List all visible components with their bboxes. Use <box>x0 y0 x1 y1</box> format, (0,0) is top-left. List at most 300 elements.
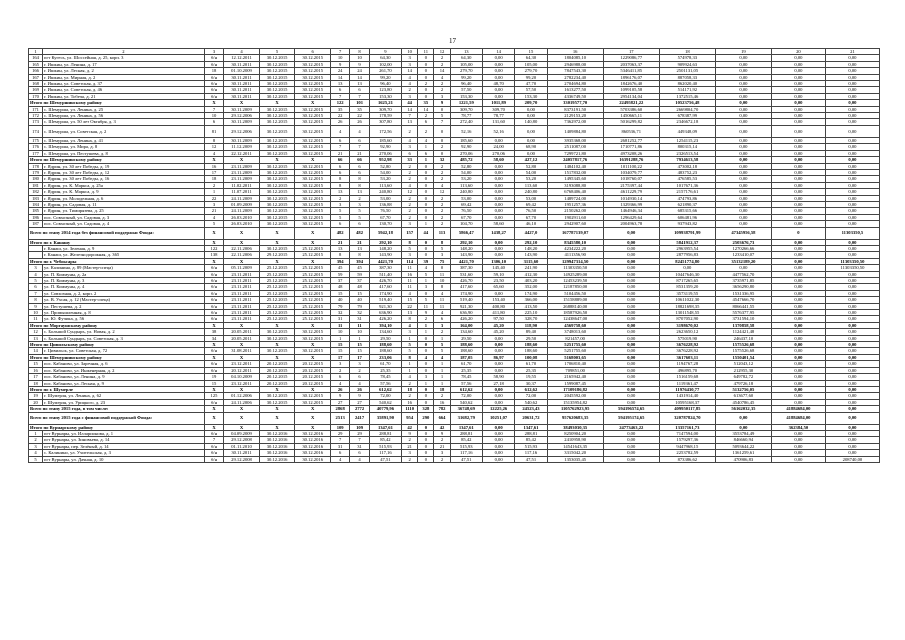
table-cell: 7362972,00 <box>547 119 603 125</box>
table-cell: 188,60 <box>450 342 482 348</box>
table-cell: 1347,61 <box>369 424 401 430</box>
table-cell: 7 <box>330 93 349 99</box>
table-cell: 25.12.2015 <box>295 303 331 309</box>
register-table <box>28 48 880 463</box>
table-cell: 18 <box>204 68 223 74</box>
table-cell: 2175397,44 <box>603 182 659 188</box>
table-cell: 36748,69 <box>450 406 482 412</box>
table-cell: 30.12.2015 <box>295 81 331 87</box>
table-cell: 0,00 <box>603 303 659 309</box>
table-cell: 65,60 <box>482 284 514 290</box>
table-cell: 1011,89 <box>482 100 514 106</box>
table-cell: 30.12.2015 <box>295 195 331 201</box>
table-cell: 92,90 <box>369 144 401 150</box>
table-cell: 1516159,68 <box>659 374 715 380</box>
table-cell: 5 <box>402 342 418 348</box>
table-cell: 394 <box>350 258 369 264</box>
table-cell: 52,80 <box>369 163 401 169</box>
table-cell: 174,90 <box>515 290 547 296</box>
table-cell: 233,06 <box>369 354 401 360</box>
table-cell: 921,30 <box>450 303 482 309</box>
table-cell: 1450665,11 <box>603 113 659 119</box>
table-cell: 8 <box>29 297 43 303</box>
table-cell: 209,70 <box>515 100 547 106</box>
table-cell: 52,16 <box>450 125 482 137</box>
table-cell: 0,00 <box>825 329 879 335</box>
table-cell: 2 <box>434 393 450 399</box>
table-cell: 6 <box>350 450 369 456</box>
table-cell: 0,00 <box>715 74 771 80</box>
table-cell: 0,00 <box>482 182 514 188</box>
table-cell: 0,00 <box>825 443 879 449</box>
table-cell: 0,00 <box>715 125 771 137</box>
table-cell: 23.11.2011 <box>224 310 260 316</box>
table-cell: 143,90 <box>515 252 547 258</box>
table-cell: 31 <box>350 316 369 322</box>
table-cell: 11 <box>330 322 349 328</box>
table-cell: 0 <box>418 182 434 188</box>
table-cell: 0,00 <box>825 252 879 258</box>
table-cell: 0,00 <box>715 55 771 61</box>
table-cell: 0 <box>418 335 434 341</box>
table-cell: 13 <box>350 81 369 87</box>
table-cell: 0,00 <box>715 265 771 271</box>
table-cell: 0,00 <box>771 157 825 163</box>
table-cell: 9 <box>434 430 450 436</box>
table-cell: 3 <box>350 201 369 207</box>
address-cell: пос. Кабаново, ул. Заречная, д. 6 <box>43 361 205 367</box>
table-cell: 148,20 <box>369 245 401 251</box>
table-cell: 4 <box>434 310 450 316</box>
table-cell: 30.12.2015 <box>295 144 331 150</box>
table-cell: 0,00 <box>482 163 514 169</box>
table-cell: 0,00 <box>603 443 659 449</box>
table-cell: 2 <box>402 393 418 399</box>
table-cell: 40 <box>350 297 369 303</box>
table-cell: 18 <box>29 380 43 386</box>
table-cell: 594195174,65 <box>603 412 659 424</box>
table-cell: 30.12.2015 <box>295 329 331 335</box>
table-cell: 52,80 <box>515 163 547 169</box>
table-cell: 0,00 <box>603 456 659 462</box>
table-cell: 413,50 <box>515 303 547 309</box>
table-cell: X <box>259 157 295 163</box>
table-cell: 0,00 <box>482 393 514 399</box>
table-cell: 0 <box>434 265 450 271</box>
table-cell: 23.12.2011 <box>224 380 260 386</box>
table-cell: 9 <box>418 310 434 316</box>
table-cell: 30.12.2015 <box>295 182 331 188</box>
table-cell: X <box>259 227 295 239</box>
table-cell: 30.12.2015 <box>295 201 331 207</box>
table-cell: 6 <box>350 374 369 380</box>
address-cell: г. Ишкин, ул. Мирная, д. 2 <box>43 74 205 80</box>
table-cell: 18 <box>402 386 418 392</box>
table-cell: 30,37 <box>515 380 547 386</box>
table-cell: 23.12.2011 <box>224 361 260 367</box>
table-cell: 3198670,02 <box>659 322 715 328</box>
table-cell: 30.12.2015 <box>259 245 295 251</box>
table-cell: 952,98 <box>369 157 401 163</box>
table-cell: 2 <box>434 437 450 443</box>
table-cell: 25.12.2015 <box>259 310 295 316</box>
table-cell: 30.12.2015 <box>295 393 331 399</box>
table-cell: 0,00 <box>482 93 514 99</box>
table-cell: 4 <box>418 354 434 360</box>
table-cell: 1306,10 <box>482 258 514 264</box>
table-cell: 309,70 <box>450 106 482 112</box>
table-cell: 30.12.2015 <box>259 393 295 399</box>
column-number-cell: 16 <box>547 49 603 55</box>
table-cell: 309,70 <box>482 106 514 112</box>
address-cell: г. Цивильск, ул. Советская, д. 72 <box>43 348 205 354</box>
table-cell: 3573119,55 <box>659 290 715 296</box>
table-cell: 515,93 <box>450 443 482 449</box>
table-cell: 14 <box>402 106 418 112</box>
table-cell: 24.11.2009 <box>224 208 260 214</box>
table-cell: 678387,99 <box>659 113 715 119</box>
table-cell: 30.12.2015 <box>295 169 331 175</box>
table-cell: 1 <box>418 329 434 335</box>
column-number-cell: 3 <box>204 49 223 55</box>
table-cell: 0,00 <box>482 443 514 449</box>
table-cell: 18 <box>204 176 223 182</box>
table-cell: 0 <box>418 93 434 99</box>
table-cell: X <box>295 100 331 106</box>
address-cell: г. Ишкин, ул. Советская, д. 37 <box>43 81 205 87</box>
table-cell: 58,60 <box>482 221 514 227</box>
table-cell: 6 <box>350 87 369 93</box>
table-cell: 1489724,00 <box>547 195 603 201</box>
table-cell: 2954134,04 <box>603 93 659 99</box>
table-cell: 515,93 <box>369 443 401 449</box>
table-cell: 12225,26 <box>482 406 514 412</box>
table-cell: 8066441,55 <box>715 303 771 309</box>
table-cell: 11 <box>418 303 434 309</box>
table-cell: X <box>295 227 331 239</box>
table-cell: 1431914,40 <box>659 393 715 399</box>
table-cell: 2 <box>29 437 43 443</box>
table-cell: 519,40 <box>450 297 482 303</box>
table-cell: 181 <box>29 182 43 188</box>
table-cell: 30.12.2015 <box>259 399 295 405</box>
table-cell: 7 <box>204 437 223 443</box>
table-cell: 0,00 <box>825 221 879 227</box>
table-cell: 309,70 <box>369 106 401 112</box>
table-cell: 185 <box>29 208 43 214</box>
table-cell: 387,30 <box>450 265 482 271</box>
table-cell: 470906,83 <box>715 456 771 462</box>
address-cell: с. Большой Сундырь, ул. Советская, д. 3 <box>43 335 205 341</box>
table-cell: 22 <box>204 195 223 201</box>
table-cell: 47,51 <box>369 456 401 462</box>
address-cell: пгт Кугесь, ул. Шоссейная, д. 25, корп. 3 <box>43 55 205 61</box>
table-cell: 0 <box>418 252 434 258</box>
table-cell: 328,70 <box>515 316 547 322</box>
table-cell: 0 <box>434 150 450 156</box>
table-cell: 15 <box>330 342 349 348</box>
table-cell: 5251755,60 <box>547 348 603 354</box>
table-cell: 709851,00 <box>547 367 603 373</box>
table-cell: 164,00 <box>450 322 482 328</box>
table-cell: 31 <box>350 443 369 449</box>
table-cell: 0,00 <box>603 348 659 354</box>
table-cell: 0,00 <box>515 113 547 119</box>
table-cell: 04.10.2009 <box>224 374 260 380</box>
table-cell: 2 <box>434 221 450 227</box>
table-cell: 1018760,07 <box>603 176 659 182</box>
table-cell: 6 <box>330 450 349 456</box>
table-cell: 0,00 <box>771 113 825 119</box>
table-cell: 29 <box>330 430 349 436</box>
table-cell: 2681252,77 <box>603 137 659 143</box>
table-cell: 14541643,35 <box>547 443 603 449</box>
table-cell: 0 <box>418 430 434 436</box>
table-cell: 30.12.2015 <box>259 74 295 80</box>
table-cell: 2669804,70 <box>659 106 715 112</box>
table-cell: 76,50 <box>450 208 482 214</box>
address-cell: пос. Кабаново, ул. Инженерная, д. 2 <box>43 367 205 373</box>
table-cell: 20.12.2015 <box>295 380 331 386</box>
table-cell: 320787824,70 <box>659 412 715 424</box>
table-cell: 0,00 <box>482 214 514 220</box>
table-cell: 39 <box>418 258 434 264</box>
address-cell: пос. Кабаново, ул. Лесная, д. 9 <box>43 380 205 386</box>
table-cell: 0,00 <box>515 106 547 112</box>
table-cell: 79 <box>350 303 369 309</box>
table-cell: 174,90 <box>369 290 401 296</box>
table-cell: 187 <box>29 221 43 227</box>
table-cell: 170 <box>29 93 43 99</box>
table-cell: 0,00 <box>771 81 825 87</box>
table-cell: 2704694,80 <box>547 81 603 87</box>
table-cell: 53,00 <box>369 195 401 201</box>
table-cell: 6 <box>350 221 369 227</box>
table-cell: 10 <box>330 55 349 61</box>
table-cell: 0,00 <box>825 137 879 143</box>
table-cell: 0 <box>771 227 825 239</box>
table-cell: 188,60 <box>369 342 401 348</box>
table-cell: 0,00 <box>771 380 825 386</box>
table-cell: 0,00 <box>482 437 514 443</box>
table-cell: 24,00 <box>482 144 514 150</box>
table-cell: 9 <box>434 100 450 106</box>
table-cell: 2 <box>434 214 450 220</box>
table-cell: 174,90 <box>450 290 482 296</box>
table-cell: 13 <box>330 189 349 195</box>
table-cell: 2 <box>418 316 434 322</box>
table-cell: 0,00 <box>603 316 659 322</box>
table-cell: 4 <box>29 450 43 456</box>
table-cell: X <box>259 342 295 348</box>
table-cell: 30.12.2015 <box>295 119 331 125</box>
table-cell: 165 <box>29 61 43 67</box>
table-cell: 25.12.2015 <box>259 284 295 290</box>
table-cell: 417,60 <box>369 284 401 290</box>
table-cell: 30.11.2009 <box>224 137 260 143</box>
table-cell: 23.11.2009 <box>224 163 260 169</box>
table-cell: X <box>295 322 331 328</box>
table-cell: 1575526,68 <box>715 348 771 354</box>
table-cell: 4 <box>402 374 418 380</box>
table-cell: 0,00 <box>825 354 879 360</box>
column-number-cell: 12 <box>434 49 450 55</box>
table-cell: 5 <box>204 221 223 227</box>
table-cell: 30.12.2015 <box>259 61 295 67</box>
table-cell: 13011548,55 <box>659 310 715 316</box>
table-cell: б/н <box>204 87 223 93</box>
table-cell: 2 <box>402 214 418 220</box>
table-cell: 7 <box>434 119 450 125</box>
table-cell: 1706810,40 <box>547 361 603 367</box>
table-cell: 53,00 <box>515 195 547 201</box>
table-cell: 12 <box>434 189 450 195</box>
table-cell: 29.12.2006 <box>224 113 260 119</box>
table-cell: 3735971,85 <box>715 278 771 284</box>
table-cell: 0,00 <box>715 144 771 150</box>
table-cell: 0,00 <box>771 374 825 380</box>
table-cell: 426,20 <box>369 316 401 322</box>
table-cell: 0,00 <box>825 189 879 195</box>
table-cell: 30.12.2015 <box>259 125 295 137</box>
table-cell: 30.12.2015 <box>259 329 295 335</box>
table-cell: 0,00 <box>482 189 514 195</box>
table-cell: 0,00 <box>603 239 659 245</box>
table-cell: 208740,00 <box>825 456 879 462</box>
table-cell: 23.11.2009 <box>224 169 260 175</box>
table-cell: 2417 <box>350 412 369 424</box>
table-cell: 25.12.2015 <box>259 278 295 284</box>
table-cell: 1370858,58 <box>715 322 771 328</box>
table-cell: 26.03.2010 <box>224 221 260 227</box>
table-cell: 3 <box>402 93 418 99</box>
table-cell: 22 <box>330 113 349 119</box>
table-cell: 0,00 <box>825 374 879 380</box>
table-cell: 4477562,70 <box>715 271 771 277</box>
table-cell: 2 <box>434 87 450 93</box>
table-cell: 0 <box>418 393 434 399</box>
table-cell: 30.12.2015 <box>295 214 331 220</box>
table-cell: 66 <box>350 157 369 163</box>
table-cell: 0,00 <box>825 208 879 214</box>
table-cell: 42 <box>402 424 418 430</box>
table-cell: 1 <box>402 335 418 341</box>
table-cell: 129947314,50 <box>547 258 603 264</box>
table-cell: 30.12.2015 <box>259 144 295 150</box>
table-cell: 67,70 <box>515 214 547 220</box>
table-cell: 5 <box>330 214 349 220</box>
table-cell: 21 <box>402 443 418 449</box>
table-cell: X <box>259 386 295 392</box>
table-cell: 6 <box>330 87 349 93</box>
address-cell: пгт Вурнары, ул. Дачная, д. 10 <box>43 456 205 462</box>
table-cell: 0,00 <box>825 163 879 169</box>
table-cell: 41884684,00 <box>771 406 825 412</box>
table-cell: 0,00 <box>825 93 879 99</box>
table-cell: 30.12.2015 <box>259 93 295 99</box>
table-cell: 0 <box>418 176 434 182</box>
table-cell: 42 <box>434 424 450 430</box>
table-cell: 0,00 <box>482 290 514 296</box>
address-cell: г. Шумерля, ул. Урицкого, д. 23 <box>43 399 205 405</box>
table-cell: 30.12.2016 <box>295 456 331 462</box>
table-cell: 11303350,50 <box>825 265 879 271</box>
table-cell: 7 <box>350 93 369 99</box>
address-cell: пгт Вурнары, ул. Зиновьева, д. 14 <box>43 437 205 443</box>
table-cell: 1599087,45 <box>547 380 603 386</box>
table-cell: 85,42 <box>515 437 547 443</box>
table-cell: 3676228,92 <box>659 348 715 354</box>
table-cell: 123,80 <box>369 87 401 93</box>
table-cell: 4 <box>350 456 369 462</box>
table-cell: 0,00 <box>771 316 825 322</box>
table-cell: 0,00 <box>825 278 879 284</box>
table-cell: 117,16 <box>450 450 482 456</box>
table-cell: 0,00 <box>825 201 879 207</box>
table-cell: 0 <box>418 61 434 67</box>
table-cell: 0,00 <box>603 399 659 405</box>
table-cell: 30.12.2015 <box>295 113 331 119</box>
table-cell: 113,60 <box>515 182 547 188</box>
table-cell: 3 <box>402 329 418 335</box>
table-cell: 23.11.2011 <box>224 284 260 290</box>
table-cell: 292,10 <box>515 239 547 245</box>
table-cell: 9 <box>330 61 349 67</box>
table-cell: 1270266,66 <box>715 245 771 251</box>
table-cell: 15135954,82 <box>547 399 603 405</box>
table-cell: 30.12.2016 <box>259 430 295 436</box>
table-cell: 0,00 <box>825 214 879 220</box>
table-cell: 12187850,00 <box>547 284 603 290</box>
table-cell: 0 <box>418 74 434 80</box>
table-cell: 8717265,65 <box>659 278 715 284</box>
table-cell: 0,00 <box>771 100 825 106</box>
table-cell: 0,00 <box>771 329 825 335</box>
table-cell: 32 <box>330 310 349 316</box>
table-cell: 25.12.2015 <box>295 290 331 296</box>
table-cell: 38493030,35 <box>547 424 603 430</box>
table-cell: 0,00 <box>825 290 879 296</box>
table-cell: 134,60 <box>450 329 482 335</box>
table-cell: 30.12.2016 <box>295 443 331 449</box>
table-cell: 79 <box>330 303 349 309</box>
table-cell: 2165942,40 <box>547 374 603 380</box>
table-cell: 3315042,20 <box>547 450 603 456</box>
table-cell: 0,00 <box>771 150 825 156</box>
table-cell: 1842676,40 <box>603 81 659 87</box>
table-cell: 328 <box>418 406 434 412</box>
table-cell: 11.12.2009 <box>224 144 260 150</box>
table-cell: 30.12.2016 <box>259 456 295 462</box>
table-cell: 1194767,28 <box>659 361 715 367</box>
table-cell: 0,00 <box>603 437 659 443</box>
table-cell: X <box>259 424 295 430</box>
table-cell: 29.12.2006 <box>224 125 260 137</box>
table-cell: 0,00 <box>603 284 659 290</box>
table-cell: 0,00 <box>659 265 715 271</box>
table-cell: 20.12.2015 <box>295 374 331 380</box>
table-cell: 16 <box>402 399 418 405</box>
table-cell: 937943,82 <box>659 221 715 227</box>
table-cell: 26 <box>350 386 369 392</box>
table-cell: 143,90 <box>369 252 401 258</box>
table-cell: 75 <box>434 258 450 264</box>
table-cell: 1 <box>418 278 434 284</box>
table-cell: 29.12.2008 <box>224 437 260 443</box>
table-cell: 125 <box>204 393 223 399</box>
table-cell: 7 <box>350 144 369 150</box>
table-cell: 66 <box>330 157 349 163</box>
